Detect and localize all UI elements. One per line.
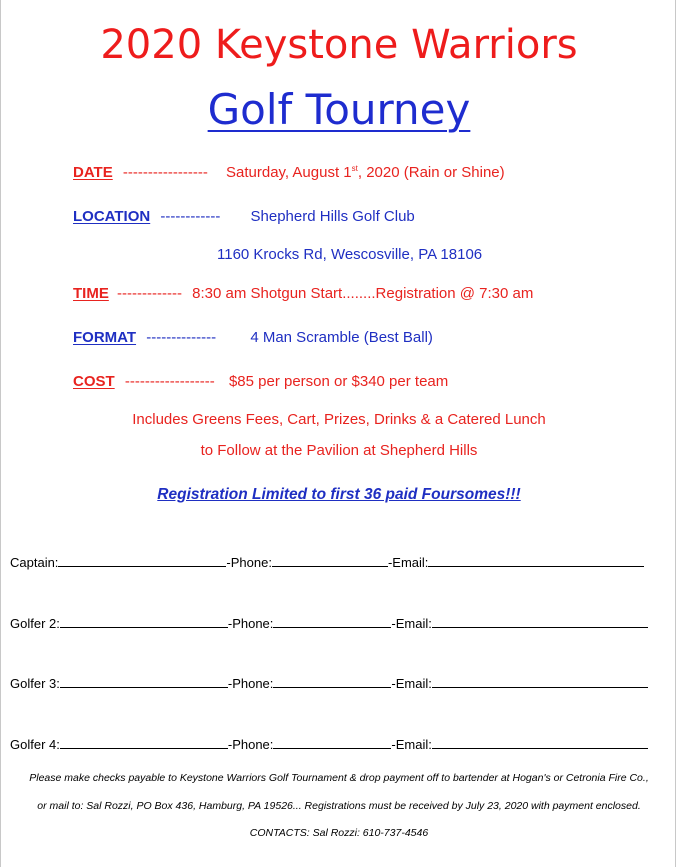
includes-line-1: Includes Greens Fees, Cart, Prizes, Drinks & a Catered Lunch	[132, 411, 546, 428]
flyer-subtitle: Golf Tourney	[207, 85, 471, 134]
form-row-golfer-2	[10, 615, 648, 631]
location-row	[73, 208, 415, 225]
form-name-label: Golfer 4:	[10, 737, 60, 752]
date-row	[73, 164, 505, 181]
phone-field[interactable]	[272, 554, 388, 567]
name-field[interactable]	[60, 615, 228, 628]
payment-instructions: Please make checks payable to Keystone Warriors Golf Tournament & drop payment off to bartender at Hogan's or Cetronia Fire Co.,	[29, 772, 649, 784]
form-phone-label: -Phone:	[227, 616, 274, 631]
mail-instructions: or mail to: Sal Rozzi, PO Box 436, Hamburg, PA 19526... Registrations must be received by July 23, 2020 with payment enclosed.	[37, 800, 641, 812]
format-label: FORMAT	[73, 329, 137, 346]
email-field[interactable]	[432, 615, 648, 628]
email-field[interactable]	[428, 554, 644, 567]
date-value	[226, 164, 505, 181]
location-label: LOCATION	[73, 208, 151, 225]
email-field[interactable]	[432, 675, 648, 688]
phone-field[interactable]	[273, 615, 391, 628]
name-field[interactable]	[60, 675, 228, 688]
phone-field[interactable]	[273, 675, 391, 688]
date-dashes: -----------------	[122, 164, 208, 181]
name-field[interactable]	[58, 554, 226, 567]
date-value-text: Saturday, August 1	[226, 164, 352, 181]
form-phone-label: -Phone:	[226, 555, 272, 570]
form-name-label: Captain:	[10, 555, 59, 570]
cost-dashes: ------------------	[124, 373, 215, 390]
cost-row	[73, 373, 448, 390]
form-row-golfer-4	[10, 736, 648, 752]
location-dashes: ------------	[160, 208, 221, 225]
location-address: 1160 Krocks Rd, Wescosville, PA 18106	[217, 246, 483, 263]
format-value: 4 Man Scramble (Best Ball)	[250, 329, 433, 346]
location-value: Shepherd Hills Golf Club	[250, 208, 415, 225]
format-row	[73, 329, 433, 346]
time-value: 8:30 am Shotgun Start........Registration @ 7:30 am	[192, 285, 534, 302]
form-name-label: Golfer 3:	[10, 676, 60, 691]
cost-label: COST	[73, 373, 115, 390]
format-dashes: --------------	[146, 329, 217, 346]
time-row	[73, 285, 533, 302]
form-row-captain	[10, 554, 644, 570]
form-phone-label: -Phone:	[227, 676, 274, 691]
time-dashes: -------------	[117, 285, 182, 302]
cost-value: $85 per person or $340 per team	[228, 373, 449, 390]
contacts: CONTACTS: Sal Rozzi: 610-737-4546	[249, 827, 429, 839]
includes-line-2: to Follow at the Pavilion at Shepherd Hills	[200, 442, 478, 459]
form-email-label: -Email:	[391, 737, 432, 752]
time-label: TIME	[73, 285, 109, 302]
form-phone-label: -Phone:	[227, 737, 274, 752]
email-field[interactable]	[432, 736, 648, 749]
name-field[interactable]	[60, 736, 228, 749]
flyer-title: 2020 Keystone Warriors	[100, 22, 578, 68]
form-name-label: Golfer 2:	[10, 616, 60, 631]
date-label: DATE	[73, 164, 113, 181]
registration-limit-notice: Registration Limited to first 36 paid Foursomes!!!	[157, 486, 521, 503]
form-email-label: -Email:	[391, 676, 432, 691]
date-value-rest: , 2020 (Rain or Shine)	[357, 164, 505, 181]
form-email-label: -Email:	[387, 555, 429, 570]
form-row-golfer-3	[10, 675, 648, 691]
phone-field[interactable]	[273, 736, 391, 749]
date-ordinal: st	[351, 164, 358, 173]
form-email-label: -Email:	[391, 616, 432, 631]
